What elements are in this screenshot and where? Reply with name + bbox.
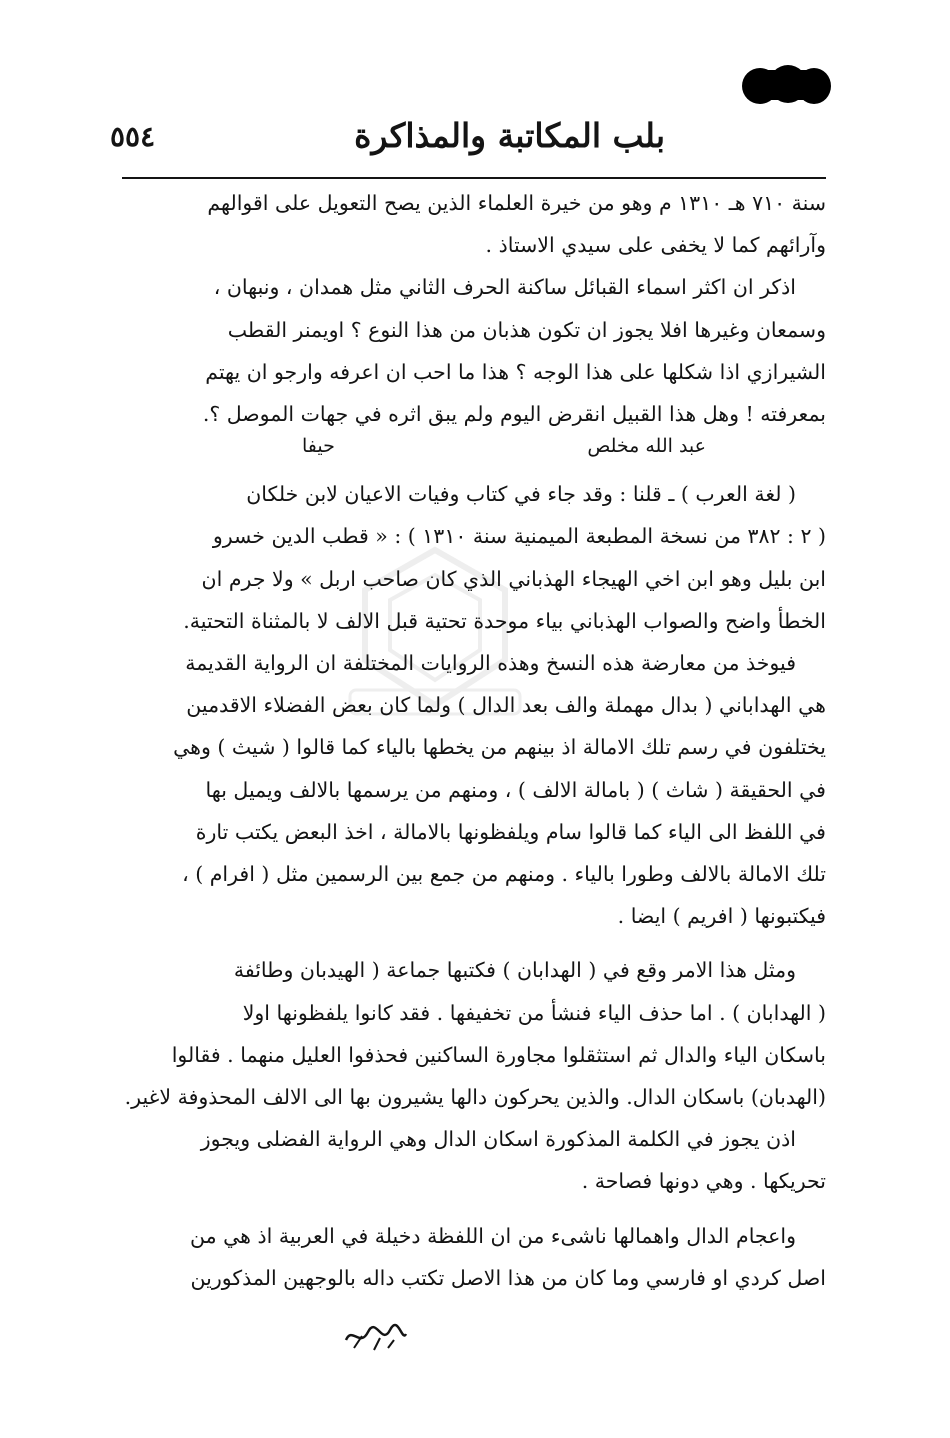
text-line: (الهدبان) باسكان الدال. والذين يحركون دالها يشيرون بها الى الالف المحذوفة لاغير. <box>124 1085 826 1110</box>
text-line: ( ٢ : ٣٨٢ من نسخة المطبعة الميمنية سنة ١٣١٠ ) : « قطب الدين خسرو <box>212 524 826 549</box>
paragraph-3 <box>122 473 826 642</box>
paragraph-4 <box>122 642 826 937</box>
header-divider <box>122 177 826 179</box>
page-number: ٥٥٤ <box>110 120 156 153</box>
text-line: تلك الامالة بالالف وطورا بالياء . ومنهم من جمع بين الرسمين مثل ( افرام ) ، <box>182 862 826 887</box>
text-line: يختلفون في رسم تلك الامالة اذ بينهم من يخطها بالياء كما قالوا ( شيث ) وهي <box>173 735 826 760</box>
text-line: اذكر ان اكثر اسماء القبائل ساكنة الحرف الثاني مثل همدان ، ونبهان ، <box>213 275 796 300</box>
black-blot-icon <box>740 60 832 116</box>
text-line: ( الهدابان ) . اما حذف الياء فنشأ من تخفيفها . فقد كانوا يلفظونها اولا <box>242 1000 826 1025</box>
text-line: فيكتبونها ( افريم ) ايضا . <box>617 904 826 929</box>
text-line: في الحقيقة ( شاث ) ( بامالة الالف ) ، ومنهم من يرسمها بالالف ويميل بها <box>205 777 826 802</box>
text-line: في اللفظ الى الياء كما قالوا سام ويلفظونها بالامالة ، اخذ البعض يكتب تارة <box>195 819 826 844</box>
text-line: الخطأ واضح والصواب الهذباني بياء موحدة تحتية قبل الالف لا بالمثناة التحتية. <box>183 608 826 633</box>
article-body <box>122 182 826 1299</box>
text-line: بمعرفته ! وهل هذا القبيل انقرض اليوم ولم يبق اثره في جهات الموصل ؟. <box>202 402 826 427</box>
text-line: الشيرازي اذا شكلها على هذا الوجه ؟ هذا ما احب ان اعرفه وارجو ان يهتم <box>205 359 826 384</box>
text-line: واعجام الدال واهمالها ناشىء من ان اللفظة دخيلة في العربية اذ هي من <box>189 1223 796 1248</box>
text-line: باسكان الياء والدال ثم استثقلوا مجاورة الساكنين فحذفوا العليل منهما . فقالوا <box>171 1042 826 1067</box>
paragraph-5 <box>122 949 826 1118</box>
text-line: اصل كردي او فارسي وما كان من هذا الاصل تكتب داله بالوجهين المذكورين <box>190 1265 826 1290</box>
text-line: ( لغة العرب ) ـ قلنا : وقد جاء في كتاب وفيات الاعيان لابن خلكان <box>246 482 796 507</box>
text-line: هي الهداباني ( بدال مهملة والف بعد الدال ) ولما كان بعض الفضلاء الاقدمين <box>186 693 826 718</box>
paragraph-6 <box>122 1118 826 1202</box>
signature-name: عبد الله مخلص <box>587 435 706 458</box>
ink-stamp-icon <box>340 1318 410 1354</box>
chapter-title: بلب المكاتبة والمذاكرة <box>354 116 665 155</box>
signature-row <box>122 431 826 461</box>
text-line: تحريكها . وهي دونها فصاحة . <box>581 1169 826 1194</box>
text-line: اذن يجوز في الكلمة المذكورة اسكان الدال وهي الرواية الفضلى ويجوز <box>200 1127 796 1152</box>
text-line: فيوخذ من معارضة هذه النسخ وهذه الروايات المختلفة ان الرواية القديمة <box>185 651 796 676</box>
text-line: ابن بليل وهو ابن اخي الهيجاء الهذباني الذي كان صاحب اربل » ولا جرم ان <box>201 566 826 591</box>
text-line: وآرائهم كما لا يخفى على سيدي الاستاذ . <box>485 233 826 258</box>
paragraph-1 <box>122 182 826 266</box>
text-line: ومثل هذا الامر وقع في ( الهدابان ) فكتبها جماعة ( الهيدبان وطائفة <box>233 958 796 983</box>
text-line: وسمعان وغيرها افلا يجوز ان تكون هذبان من هذا النوع ؟ اويمنر القطب <box>227 317 826 342</box>
paragraph-7 <box>122 1215 826 1299</box>
paragraph-2 <box>122 266 826 435</box>
text-line: سنة ٧١٠ هـ ١٣١٠ م وهو من خيرة العلماء الذين يصح التعويل على اقوالهم <box>207 191 826 215</box>
signature-place: حيفا <box>302 435 335 458</box>
page-header <box>110 112 840 172</box>
